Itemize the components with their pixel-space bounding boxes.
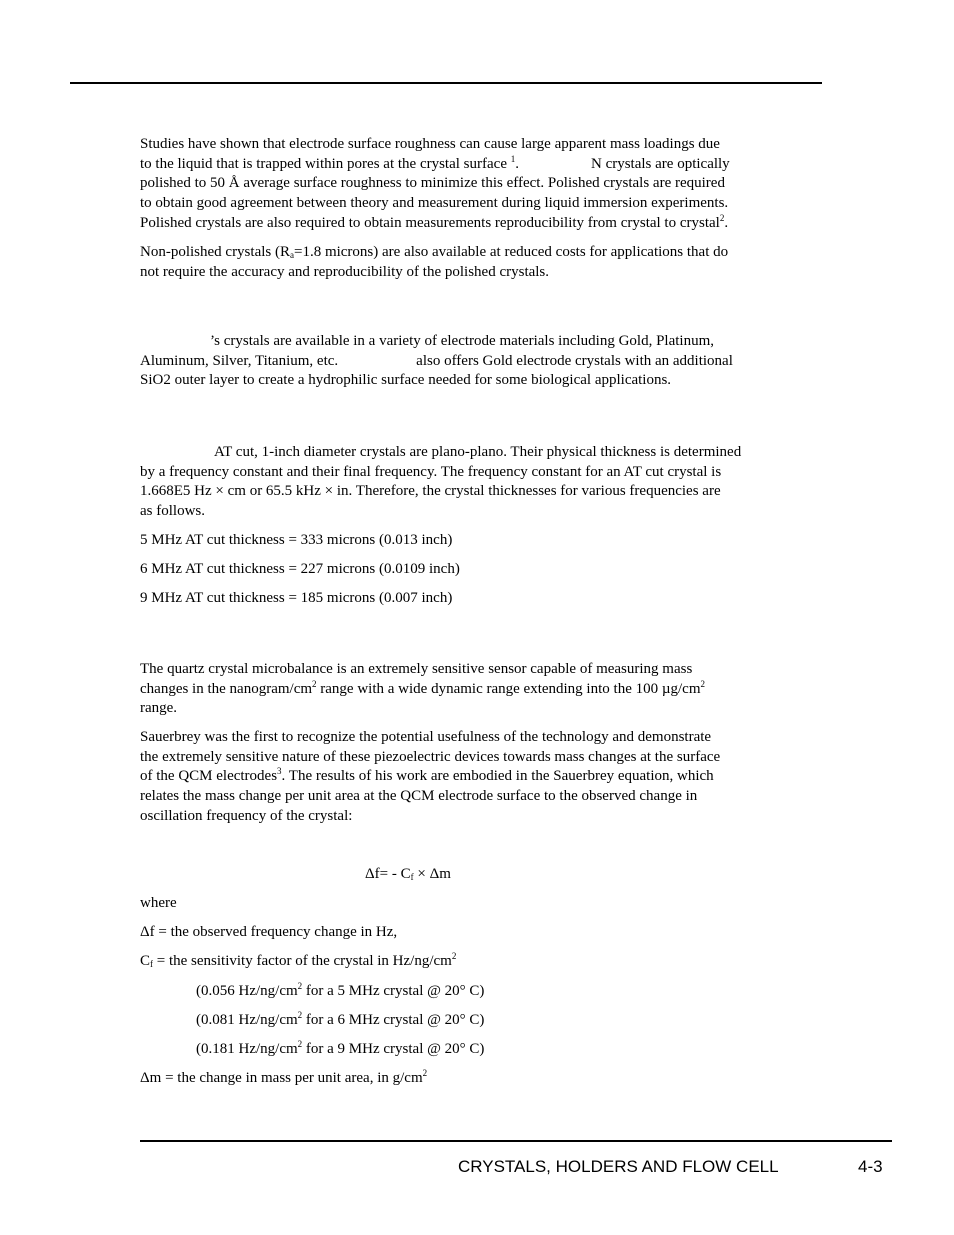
- text-line: (0.056 Hz/ng/cm: [196, 983, 298, 999]
- text-line: the extremely sensitive nature of these piezoelectric devices towards mass changes at the surface: [140, 748, 721, 765]
- superscript: 2: [312, 678, 317, 689]
- text-line: . The results of his work are embodied in the Sauerbrey equation, which: [281, 768, 714, 785]
- text-line: Non-polished crystals (R: [140, 244, 290, 260]
- sensitivity-5mhz: [196, 982, 484, 1001]
- definition-delta-m: [140, 1069, 427, 1088]
- electrode-materials-paragraph: [140, 332, 830, 391]
- thickness-9mhz: 9 MHz AT cut thickness = 185 microns (0.007 inch): [140, 590, 453, 606]
- text-line: by a frequency constant and their final frequency. The frequency constant for an AT cut crystal is: [140, 463, 722, 480]
- thickness-5mhz: 5 MHz AT cut thickness = 333 microns (0.013 inch): [140, 532, 453, 548]
- header-rule: [70, 82, 822, 84]
- text-line: .: [724, 214, 729, 231]
- equation-left: Δf= - C: [365, 866, 411, 882]
- superscript: 2: [700, 678, 705, 689]
- definition-delta-f: Δf = the observed frequency change in Hz,: [140, 924, 398, 940]
- text-line: for a 9 MHz crystal @ 20° C): [302, 1041, 485, 1057]
- subscript: a: [289, 250, 294, 260]
- sensitivity-9mhz: [196, 1040, 484, 1059]
- qcm-sensitivity-paragraph: [140, 660, 830, 719]
- text-line: .: [515, 155, 519, 172]
- text-line: to obtain good agreement between theory and measurement during liquid immersion experiments.: [140, 195, 729, 212]
- non-polished-paragraph: [140, 243, 830, 282]
- superscript: 2: [297, 1039, 303, 1049]
- equation-right: × Δm: [413, 866, 451, 882]
- text-line: relates the mass change per unit area at the QCM electrode surface to the observed change in: [140, 788, 698, 805]
- thickness-6mhz: 6 MHz AT cut thickness = 227 microns (0.0109 inch): [140, 561, 460, 577]
- sensitivity-6mhz: [196, 1011, 484, 1030]
- surface-roughness-paragraph: [140, 135, 830, 234]
- reference-mark: 2: [719, 212, 725, 223]
- text-line: ’s crystals are available in a variety of electrode materials including Gold, Platinum,: [210, 333, 715, 349]
- subscript: f: [410, 872, 414, 882]
- text-line: changes in the nanogram/cm: [140, 680, 313, 697]
- text-line: for a 5 MHz crystal @ 20° C): [302, 983, 485, 999]
- reference-mark: 3: [277, 766, 282, 777]
- text-line: = the sensitivity factor of the crystal in Hz/ng/cm: [153, 953, 452, 969]
- text-line: Polished crystals are also required to obtain measurements reproducibility from crystal to crystal: [140, 214, 720, 231]
- text-line: N crystals are optically: [590, 155, 730, 172]
- reference-mark: 1: [510, 153, 516, 164]
- text-line: 1.668E5 Hz × cm or 65.5 kHz × in. Therefore, the crystal thicknesses for various frequencies are: [140, 483, 721, 500]
- superscript: 2: [422, 1068, 428, 1078]
- text-line: not require the accuracy and reproducibility of the polished crystals.: [140, 263, 550, 280]
- text-line: (0.181 Hz/ng/cm: [196, 1041, 298, 1057]
- text-line: for a 6 MHz crystal @ 20° C): [302, 1012, 485, 1028]
- text-line: also offers Gold electrode crystals with an additional: [416, 352, 733, 369]
- text-line: (0.081 Hz/ng/cm: [196, 1012, 298, 1028]
- page-number: 4-3: [858, 1157, 883, 1176]
- superscript: 2: [297, 1010, 303, 1020]
- superscript: 2: [297, 981, 303, 991]
- text-line: as follows.: [140, 503, 205, 520]
- definition-cf: [140, 952, 456, 971]
- footer-rule: [140, 1140, 892, 1142]
- subscript: f: [150, 959, 154, 969]
- footer-section-title: CRYSTALS, HOLDERS AND FLOW CELL: [458, 1157, 779, 1176]
- text-line: Studies have shown that electrode surface roughness can cause large apparent mass loadings due: [140, 136, 720, 152]
- text-line: range with a wide dynamic range extending into the 100 µg/cm: [316, 680, 701, 697]
- text-line: Aluminum, Silver, Titanium, etc.: [140, 352, 339, 369]
- where-label: where: [140, 895, 177, 911]
- superscript: 2: [451, 951, 457, 961]
- text-line: oscillation frequency of the crystal:: [140, 807, 353, 824]
- text-line: C: [140, 953, 151, 969]
- text-line: SiO2 outer layer to create a hydrophilic surface needed for some biological applications.: [140, 372, 672, 389]
- text-line: polished to 50 Å average surface roughness to minimize this effect. Polished crystals are required: [140, 175, 725, 192]
- text-line: Δm = the change in mass per unit area, in g/cm: [140, 1070, 423, 1086]
- sauerbrey-paragraph: [140, 728, 830, 827]
- text-line: range.: [140, 700, 178, 717]
- text-line: =1.8 microns) are also available at reduced costs for applications that do: [293, 244, 729, 260]
- text-line: AT cut, 1-inch diameter crystals are plano-plano. Their physical thickness is determined: [214, 444, 742, 460]
- crystal-thickness-paragraph: [140, 443, 840, 522]
- text-line: The quartz crystal microbalance is an extremely sensitive sensor capable of measuring mass: [140, 661, 693, 677]
- sauerbrey-equation: [365, 866, 451, 883]
- text-line: to the liquid that is trapped within pores at the crystal surface: [140, 155, 507, 172]
- text-line: Sauerbrey was the first to recognize the potential usefulness of the technology and demonstrate: [140, 729, 712, 745]
- text-line: of the QCM electrodes: [140, 768, 278, 785]
